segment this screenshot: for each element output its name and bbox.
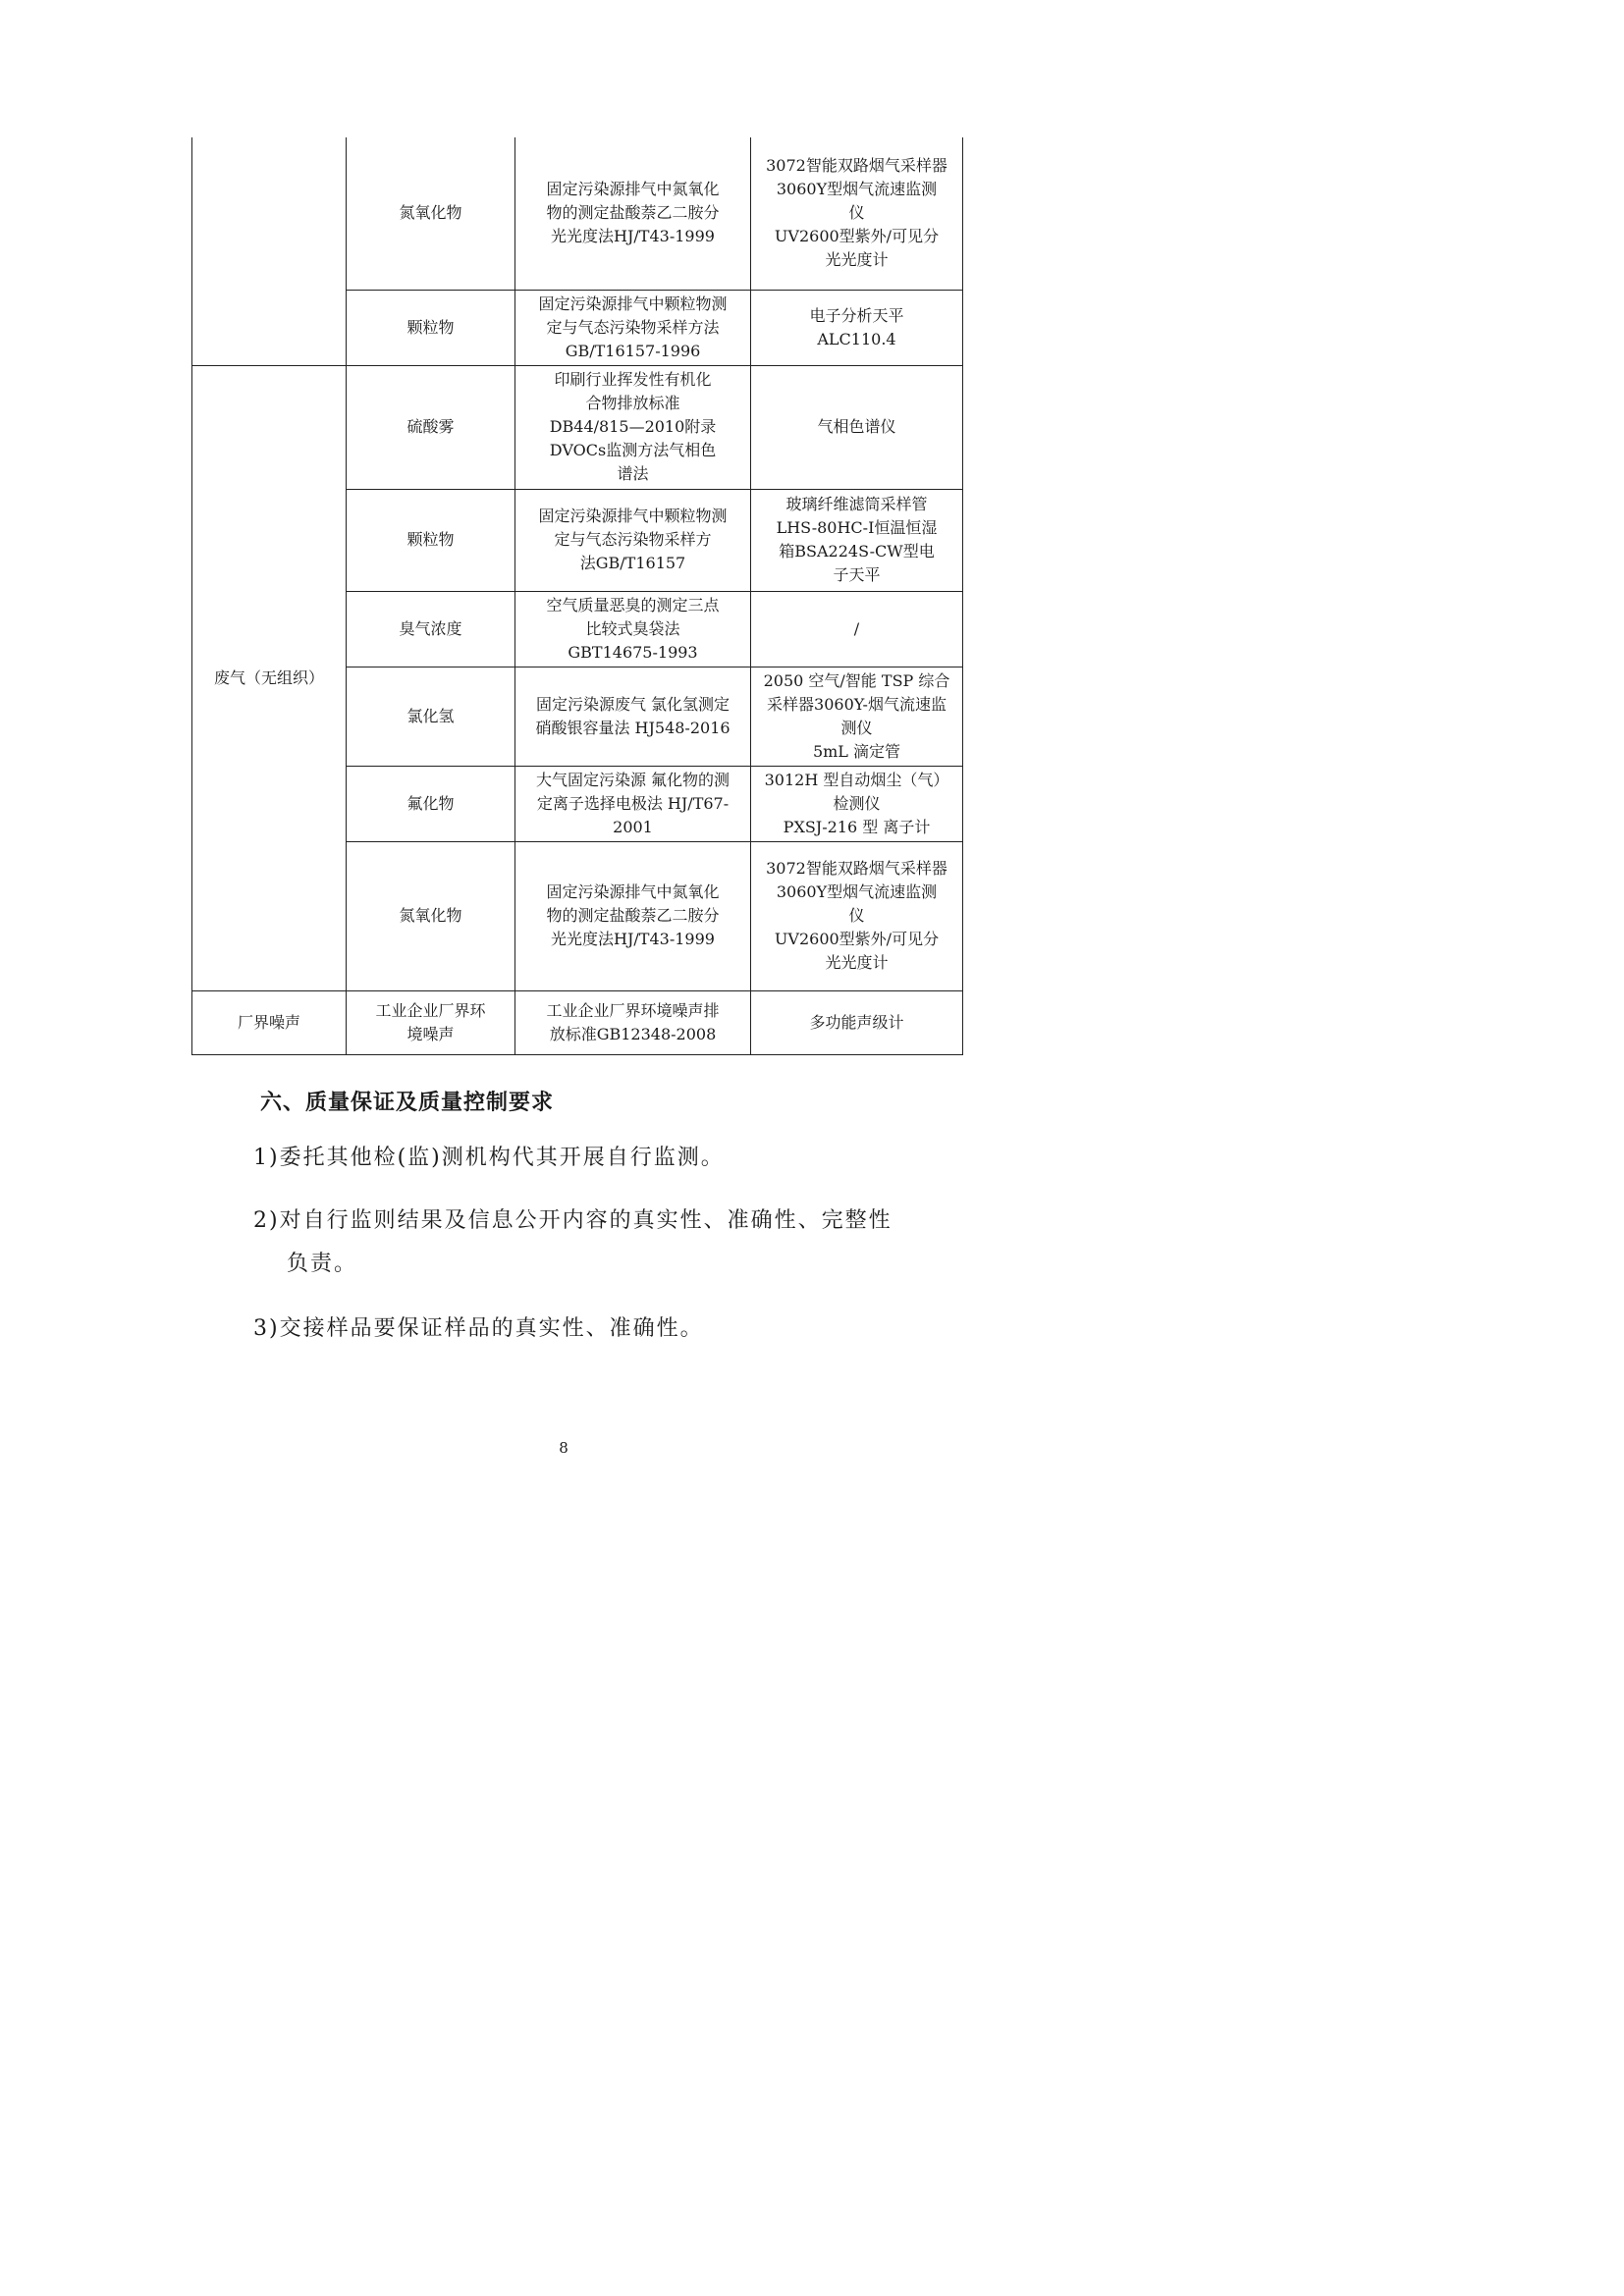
section-heading: 六、质量保证及质量控制要求: [260, 1091, 555, 1115]
method-cell: 固定污染源排气中氮氧化 物的测定盐酸萘乙二胺分 光光度法HJ/T43-1999: [515, 841, 751, 990]
category-cell: 废气（无组织）: [192, 365, 347, 990]
item-cell: 氯化氢: [347, 667, 515, 766]
item-cell: 氮氧化物: [347, 137, 515, 290]
instrument-cell: 3072智能双路烟气采样器 3060Y型烟气流速监测 仪 UV2600型紫外/可见分 光光度计: [751, 841, 963, 990]
instrument-cell: 多功能声级计: [751, 990, 963, 1054]
item-cell: 工业企业厂界环 境噪声: [347, 990, 515, 1054]
category-cell: [192, 137, 347, 365]
item-cell: 颗粒物: [347, 290, 515, 365]
instrument-cell: 3012H 型自动烟尘（气） 检测仪 PXSJ-216 型 离子计: [751, 766, 963, 841]
method-cell: 大气固定污染源 氟化物的测 定离子选择电极法 HJ/T67- 2001: [515, 766, 751, 841]
requirement-item: 1)委托其他检(监)测机构代其开展自行监测。: [253, 1146, 725, 1170]
requirement-item-continuation: 负责。: [287, 1252, 358, 1276]
item-cell: 氮氧化物: [347, 841, 515, 990]
category-cell: 厂界噪声: [192, 990, 347, 1054]
instrument-cell: 玻璃纤维滤筒采样管 LHS-80HC-I恒温恒湿 箱BSA224S-CW型电 子天平: [751, 489, 963, 591]
instrument-cell: /: [751, 591, 963, 667]
item-cell: 硫酸雾: [347, 365, 515, 489]
table-row: [192, 365, 963, 489]
table-row: [192, 137, 963, 290]
method-cell: 空气质量恶臭的测定三点 比较式臭袋法 GBT14675-1993: [515, 591, 751, 667]
requirement-item: 3)交接样品要保证样品的真实性、准确性。: [253, 1316, 704, 1341]
instrument-cell: 2050 空气/智能 TSP 综合 采样器3060Y-烟气流速监 测仪 5mL 滴定管: [751, 667, 963, 766]
item-cell: 氟化物: [347, 766, 515, 841]
method-cell: 固定污染源排气中颗粒物测 定与气态污染物采样方 法GB/T16157: [515, 489, 751, 591]
instrument-cell: 气相色谱仪: [751, 365, 963, 489]
instrument-cell: 电子分析天平 ALC110.4: [751, 290, 963, 365]
page-number: 8: [559, 1439, 568, 1457]
requirement-item: 2)对自行监则结果及信息公开内容的真实性、准确性、完整性: [253, 1208, 893, 1233]
monitoring-table: [191, 137, 963, 1055]
method-cell: 印刷行业挥发性有机化 合物排放标准 DB44/815—2010附录 DVOCs监测方法气相色 谱法: [515, 365, 751, 489]
method-cell: 固定污染源排气中氮氧化 物的测定盐酸萘乙二胺分 光光度法HJ/T43-1999: [515, 137, 751, 290]
item-cell: 颗粒物: [347, 489, 515, 591]
table-row: [192, 990, 963, 1054]
instrument-cell: 3072智能双路烟气采样器 3060Y型烟气流速监测 仪 UV2600型紫外/可见分 光光度计: [751, 137, 963, 290]
item-cell: 臭气浓度: [347, 591, 515, 667]
method-cell: 固定污染源废气 氯化氢测定 硝酸银容量法 HJ548-2016: [515, 667, 751, 766]
method-cell: 工业企业厂界环境噪声排 放标准GB12348-2008: [515, 990, 751, 1054]
method-cell: 固定污染源排气中颗粒物测 定与气态污染物采样方法 GB/T16157-1996: [515, 290, 751, 365]
